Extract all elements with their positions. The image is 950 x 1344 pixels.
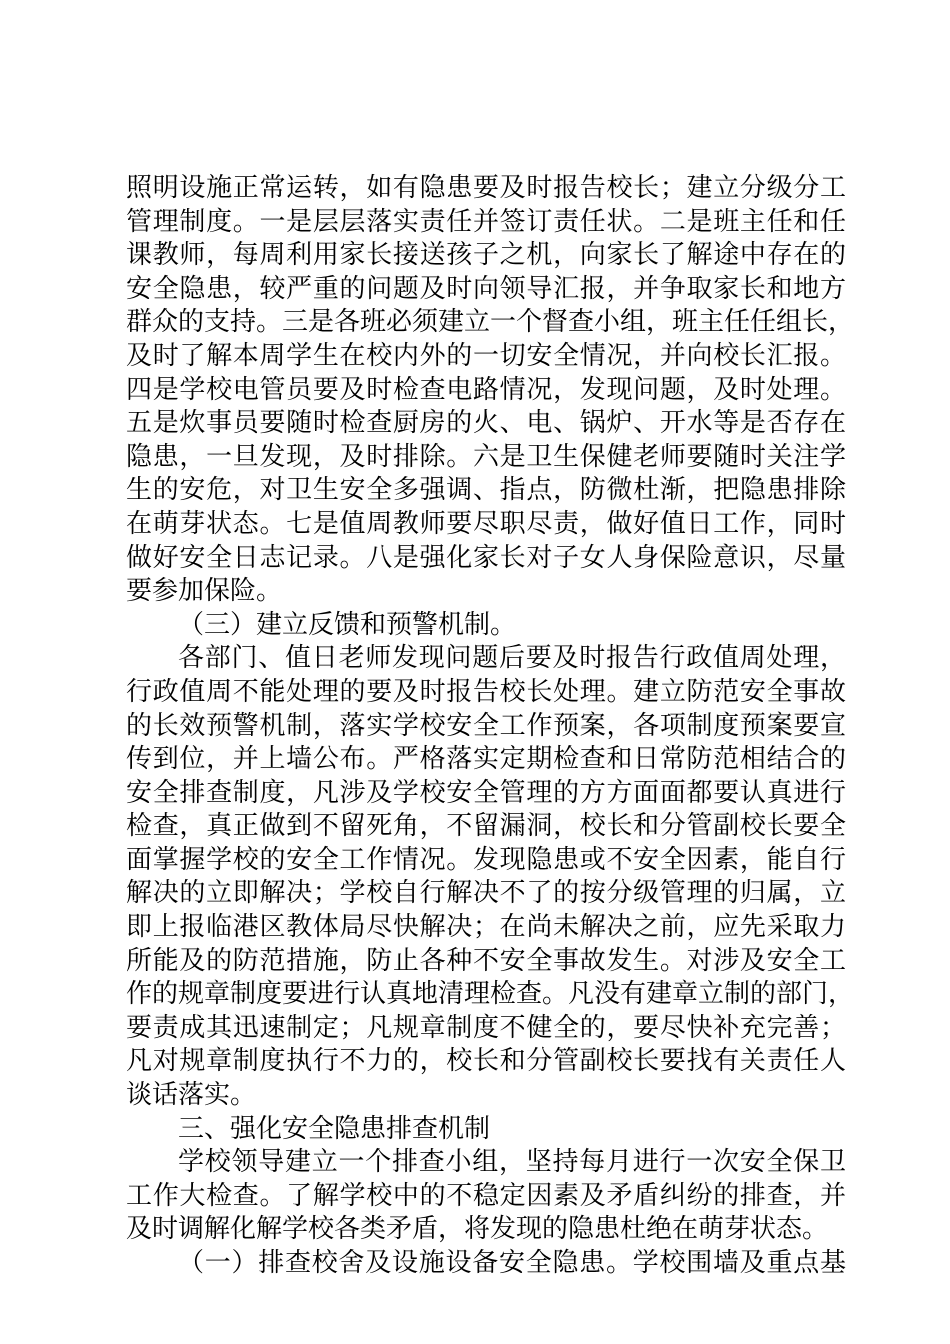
text-line: 要参加保险。 xyxy=(126,576,283,607)
text-line: 各部门、值日老师发现问题后要及时报告行政值周处理， xyxy=(178,643,846,674)
text-line: 生的安危，对卫生安全多强调、指点，防微杜渐，把隐患排除 xyxy=(126,475,846,506)
text-line: 行政值周不能处理的要及时报告校长处理。建立防范安全事故 xyxy=(126,676,846,707)
text-line: 五是炊事员要随时检查厨房的火、电、锅炉、开水等是否存在 xyxy=(126,408,846,439)
text-line: 即上报临港区教体局尽快解决；在尚未解决之前，应先采取力 xyxy=(126,912,846,943)
text-line: 群众的支持。三是各班必须建立一个督查小组，班主任任组长， xyxy=(126,307,855,338)
text-line: 凡对规章制度执行不力的，校长和分管副校长要找有关责任人 xyxy=(126,1046,846,1077)
text-line: 安全隐患，较严重的问题及时向领导汇报，并争取家长和地方 xyxy=(126,273,846,304)
text-line: 作的规章制度要进行认真地清理检查。凡没有建章立制的部门， xyxy=(126,979,855,1010)
text-line: 安全排查制度，凡涉及学校安全管理的方方面面都要认真进行 xyxy=(126,777,846,808)
text-line: 照明设施正常运转，如有隐患要及时报告校长；建立分级分工 xyxy=(126,173,846,203)
text-line: 的长效预警机制，落实学校安全工作预案，各项制度预案要宣 xyxy=(126,710,846,741)
text-line: 学校领导建立一个排查小组，坚持每月进行一次安全保卫 xyxy=(178,1147,846,1178)
document-body xyxy=(126,172,855,1281)
text-line: 工作大检查。了解学校中的不稳定因素及矛盾纠纷的排查，并 xyxy=(126,1180,846,1211)
text-line: （一）排查校舍及设施设备安全隐患。学校围墙及重点基 xyxy=(178,1248,846,1278)
text-line: 课教师，每周利用家长接送孩子之机，向家长了解途中存在的 xyxy=(126,240,846,271)
text-line: 检查，真正做到不留死角，不留漏洞，校长和分管副校长要全 xyxy=(126,811,846,842)
text-line: 所能及的防范措施，防止各种不安全事故发生。对涉及安全工 xyxy=(126,945,846,976)
text-line: 传到位，并上墙公布。严格落实定期检查和日常防范相结合的 xyxy=(126,744,846,775)
text-line: 及时调解化解学校各类矛盾，将发现的隐患杜绝在萌芽状态。 xyxy=(126,1214,829,1245)
text-line: 要责成其迅速制定；凡规章制度不健全的，要尽快补充完善； xyxy=(126,1012,846,1043)
text-line: 四是学校电管员要及时检查电路情况，发现问题，及时处理。 xyxy=(126,374,846,405)
text-line: 及时了解本周学生在校内外的一切安全情况，并向校长汇报。 xyxy=(126,340,846,371)
text-line: 谈话落实。 xyxy=(126,1080,257,1111)
text-line: （三）建立反馈和预警机制。 xyxy=(178,609,517,640)
text-line: 做好安全日志记录。八是强化家长对子女人身保险意识，尽量 xyxy=(126,542,846,573)
text-line: 在萌芽状态。七是值周教师要尽职尽责，做好值日工作，同时 xyxy=(126,508,846,539)
text-line: 管理制度。一是层层落实责任并签订责任状。二是班主任和任 xyxy=(126,206,846,237)
text-line: 三、强化安全隐患排查机制 xyxy=(178,1113,491,1144)
text-line: 面掌握学校的安全工作情况。发现隐患或不安全因素，能自行 xyxy=(126,844,846,875)
text-line: 隐患，一旦发现，及时排除。六是卫生保健老师要随时关注学 xyxy=(126,441,846,472)
text-line: 解决的立即解决；学校自行解决不了的按分级管理的归属，立 xyxy=(126,878,846,909)
